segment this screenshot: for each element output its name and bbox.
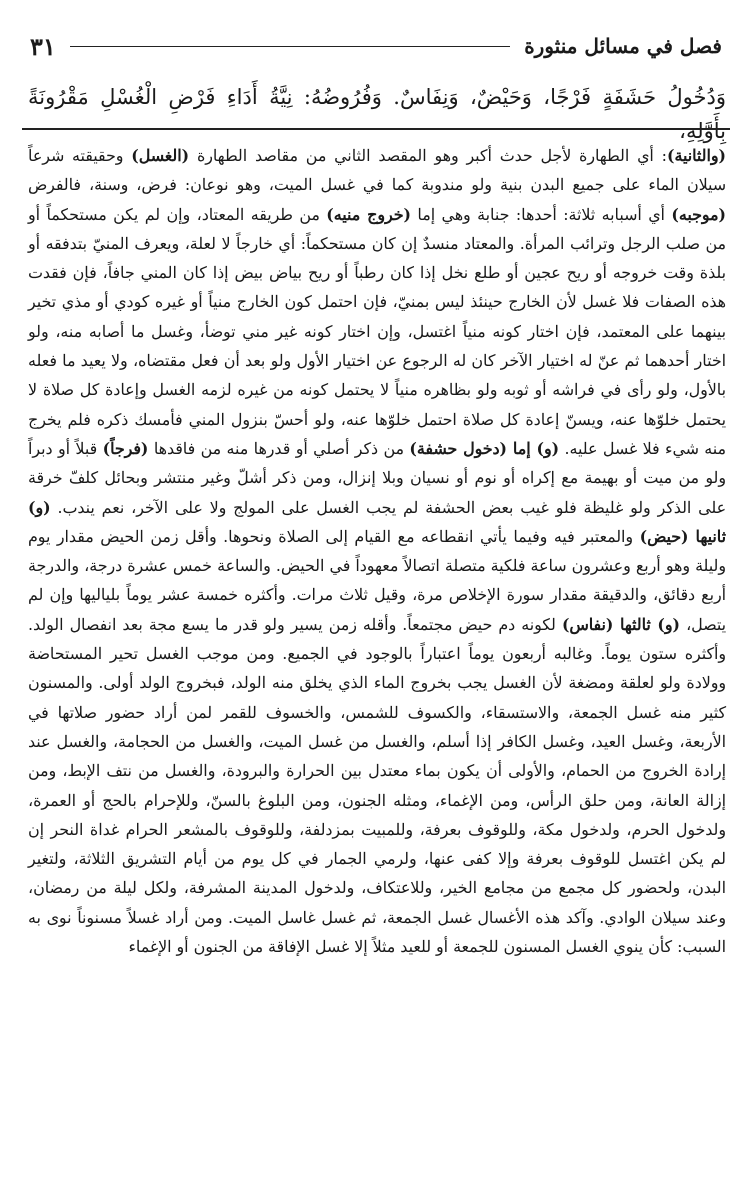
separator-rule (22, 128, 730, 130)
commentary-segment: قبلاً أو دبراً ولو من ميت أو بهيمة مع إكراه أو نوم أو نسيان وبلا إنزال، ومن ذكر أشلّ وغير منتشر وبحائل كلفّ خرقة على الذكر ولو غليظة فلو غيب بعض الحشفة لم يجب الغسل على المولج ولا على الآخر، نعم يندب. (28, 438, 726, 517)
page-header (30, 26, 722, 66)
bold-term: (خروج منيه) (326, 204, 411, 224)
commentary-segment: أي أسبابه ثلاثة: أحدها: جنابة وهي إما (410, 204, 672, 224)
bold-term: (و) ثالثها (نفاس) (561, 614, 680, 634)
commentary-segment: من طريقه المعتاد، وإن لم يكن مستحكماً أو من صلب الرجل وترائب المرأة. والمعتاد منسدٌ إن كان مستحكماً: أي خارجاً لا لعلة، ويعرف المنيّ بتدفقه أو بلذة وقت خروجه أو ريح عجين أو طلع نخل إذا كان رطباً أو ريح بياض بيض إذا كان المني جافاً، فإن فقدت هذه الصفات فلا غسل لأن الخارج حينئذ ليس بمنيّ، فإن احتمل كون الخارج منياً أو غيره كودي أو مذي تخير بينهما على المعتمد، فإن اختار كونه منياً اغتسل، وإن اختار كونه غير مني توضأ، وغسل ما أصابه منه، ولو اختار أحدهما ثم عنّ له اختيار الآخر كان له الرجوع عن اختيار الأول ولو بعد أن فعل مقتضاه، ولا يعيد ما فعله بالأول، ولو رأى في فراشه أو ثوبه ولو بظاهره منياً لا يحتمل كونه من غيره لزمه الغسل وإعادة كل صلاة لا يحتمل خلوّها عنه، ويسنّ إعادة كل صلاة احتمل خلوّها عنه، ولو أحسّ بنزول المني فأمسك ذكره فلم يخرج منه شيء فلا غسل عليه. (28, 204, 726, 458)
bold-term: (والثانية) (667, 146, 726, 165)
commentary-segment: وحقيقته شرعاً سيلان الماء على جميع البدن بنية ولو مندوبة كما في غسل الميت، وهو نوعان: فرض، وسنة، فالفرض (28, 146, 726, 195)
bold-term: (و) ثانيها (حيض) (28, 497, 726, 546)
commentary-segment: لكونه دم حيض مجتمعاً. وأقله زمن يسير ولو قدر ما يسع مجة بعد انفصال الولد. وأكثره ستون يوماً. وغالبه أربعون يوماً اعتباراً بالوجود في الجميع. ومن موجب الغسل تحير المستحاضة وولادة ولو لعلقة ومضغة لأن الغسل يجب بخروج الماء الذي يخلق منه الولد، فبخروج الولد أولى. والمسنون كثير منه غسل الجمعة، والاستسقاء، والكسوف للشمس، والخسوف للقمر لمن أراد حضور صلاتها في الأربعة، وغسل العيد، وغسل الكافر إذا أسلم، والغسل من غسل الميت، والغسل من الحجامة، والغسل عند إرادة الخروج من الحمام، والأولى أن يكون بماء معتدل بين الحرارة والبرودة، والغسل من نتف الإبط، ومن إزالة العانة، ومن حلق الرأس، ومن الإغماء، ومثله الجنون، ومن البلوغ بالسنّ، وللإحرام بالحج أو العمرة، ولدخول الحرم، ولدخول مكة، وللوقوف بعرفة، وللمبيت بمزدلفة، وللوقوف بالمشعر الحرام غداة النحر إن لم يكن اغتسل للوقوف بعرفة وإلا كفى عنها، ولرمي الجمار في كل يوم من أيام التشريق الثلاثة، ولتغير البدن، ولحضور كل مجمع من مجامع الخير، وللاعتكاف، ولدخول المدينة المشرفة، ولكل ليلة من رمضان، وعند سيلان الوادي. وآكد هذه الأغسال غسل الجمعة، ثم غسل غاسل الميت. ومن أراد غسلاً مسنوناً نوى به السبب: كأن ينوي الغسل المسنون للجمعة أو للعيد مثلاً إلا غسل الإفاقة من الجنون أو الإغماء (28, 614, 726, 957)
bold-term: (فرجاً) (102, 438, 149, 458)
commentary-segment: والمعتبر فيه وفيما يأتي انقطاعه مع القيام إلى الصلاة ونحوها. وأقل زمن الحيض مقدار يوم وليلة وهو أربع وعشرون ساعة فلكية متصلة اتصالاً معهوداً في الحيض. والساعة خمس عشرة درجة، والدرجة أربع دقائق، والدقيقة مقدار سورة الإخلاص مرة، وقيل ثلاث مرات. وأكثره خمسة عشر يوماً بلياليها وإن لم يتصل، (28, 526, 726, 634)
commentary-segment: : أي الطهارة لأجل حدث أكبر وهو المقصد الثاني من مقاصد الطهارة (189, 146, 667, 165)
commentary-segment: من ذكر أصلي أو قدرها منه من فاقدها (148, 438, 410, 458)
bold-term: (موجبه) (671, 204, 726, 224)
commentary-text (28, 141, 726, 961)
header-rule (70, 46, 510, 47)
commentary-paragraph (28, 141, 726, 961)
matn-text: وَدُخُولُ حَشَفَةٍ فَرْجًا، وَحَيْضٌ، وَنِفَاسٌ. وَفُرُوضُهُ: نِيَّةُ أَدَاءِ فَرْضِ الْغُسْلِ مَقْرُونَةً بِأَوَّلِهِ، (28, 85, 726, 143)
bold-term: (و) إما (دخول حشفة) (409, 438, 560, 458)
bold-term: (الغسل) (131, 146, 190, 165)
page-number: ٣١ (30, 31, 56, 61)
chapter-title: فصل في مسائل منثورة (524, 34, 722, 58)
